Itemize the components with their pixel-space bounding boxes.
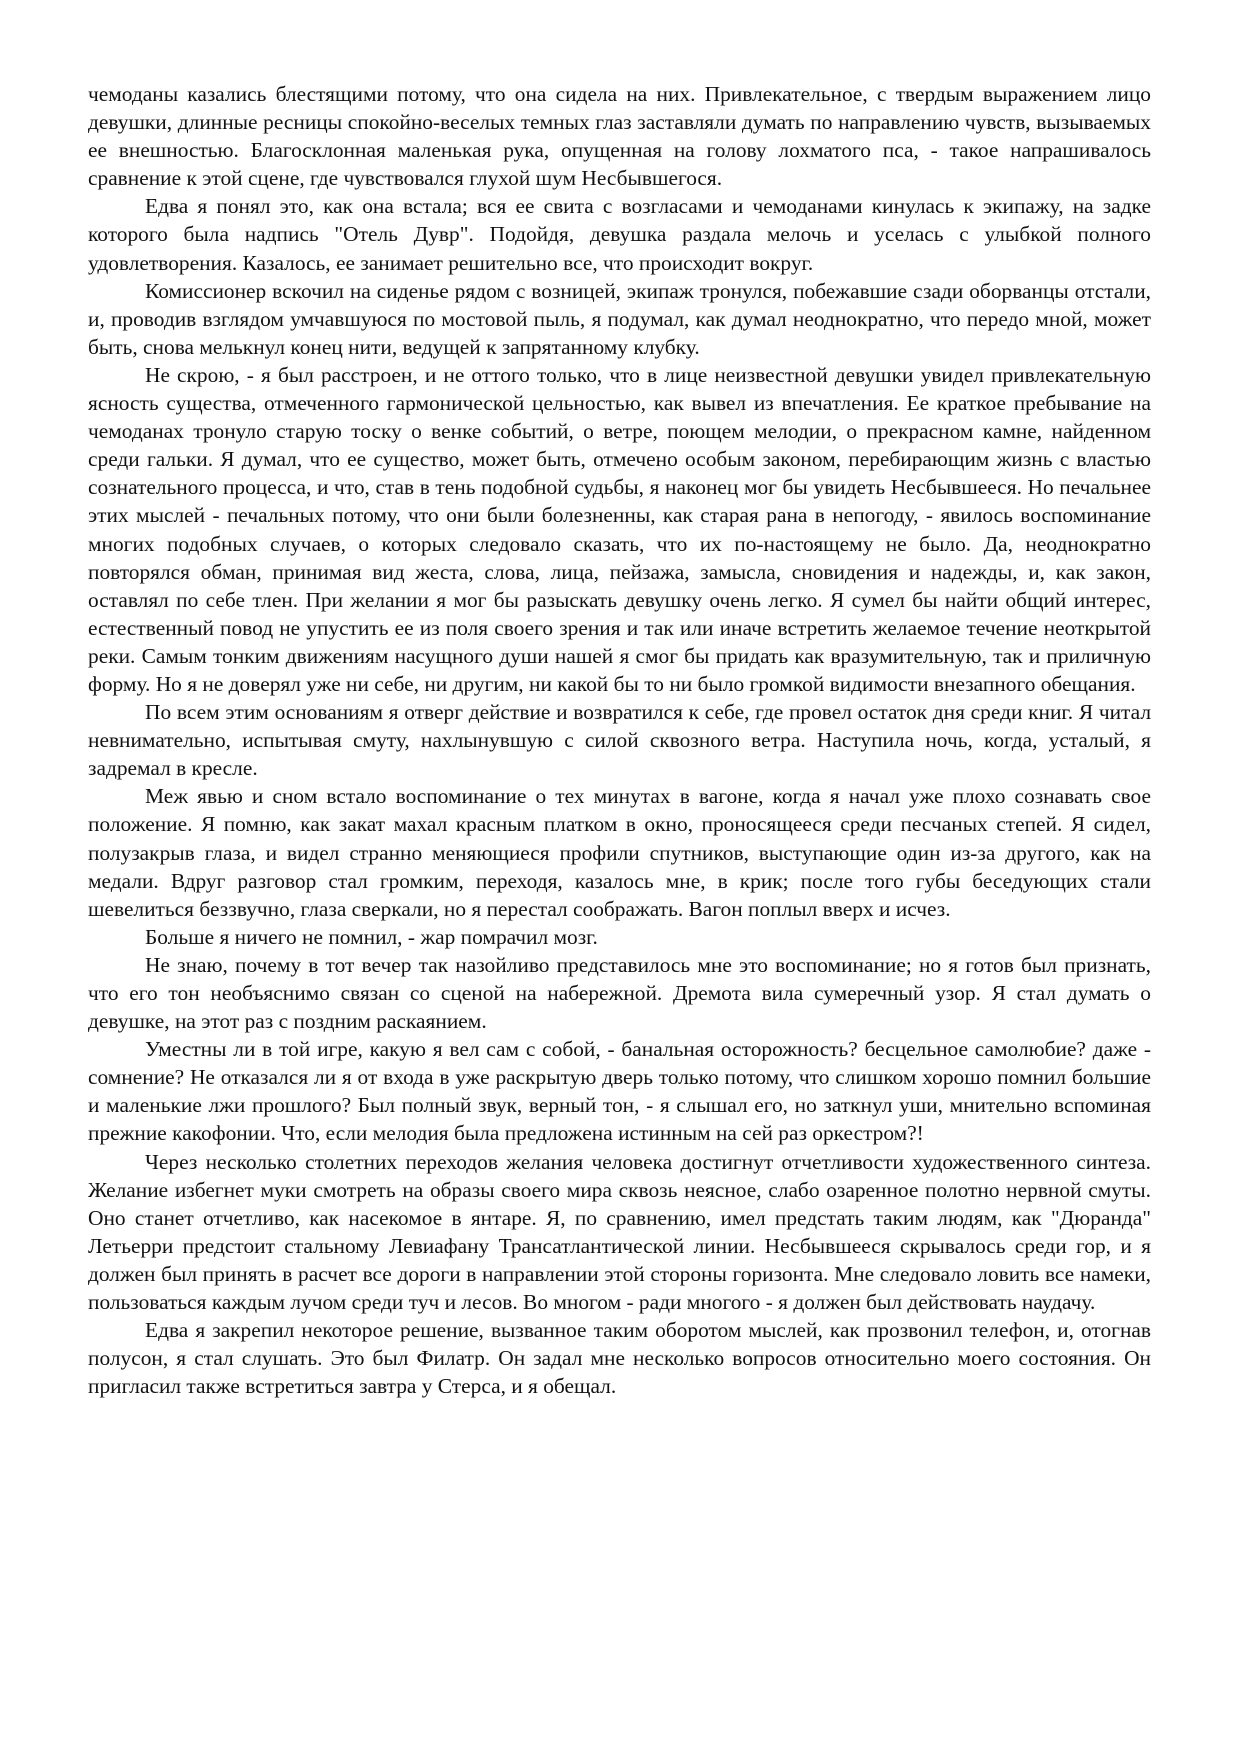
- paragraph: Едва я понял это, как она встала; вся ее свита с возгласами и чемоданами кинулась к экипажу, на задке которого была надпись "Отель Дувр". Подойдя, девушка раздала мелочь и уселась с улыбкой полного удовлетворения. Казалось, ее занимает решительно все, что происходит вокруг.: [88, 194, 1151, 275]
- paragraph: По всем этим основаниям я отверг действие и возвратился к себе, где провел остаток дня среди книг. Я читал невнимательно, испытывая смуту, нахлынувшую с силой сквозного ветра. Наступила ночь, когда, усталый, я задремал в кресле.: [88, 700, 1151, 781]
- paragraph: Не знаю, почему в тот вечер так назойливо представилось мне это воспоминание; но я готов был признать, что его тон необъяснимо связан со сценой на набережной. Дремота вила сумеречный узор. Я стал думать о девушке, на этот раз с поздним раскаянием.: [88, 952, 1151, 1034]
- paragraph: Уместны ли в той игре, какую я вел сам с собой, - банальная осторожность? бесцельное самолюбие? даже - сомнение? Не отказался ли я от входа в уже раскрытую дверь только потому, что слишком хорошо помнил большие и маленькие лжи прошлого? Был полный звук, верный тон, - я слышал его, но заткнул уши, мнительно вспоминая прежние какофонии. Что, если мелодия была предложена истинным на сей раз оркестром?!: [88, 1037, 1151, 1146]
- paragraph: Больше я ничего не помнил, - жар помрачил мозг.: [145, 924, 598, 949]
- paragraph: Комиссионер вскочил на сиденье рядом с возницей, экипаж тронулся, побежавшие сзади оборванцы отстали, и, проводив взглядом умчавшуюся по мостовой пыль, я подумал, как думал неоднократно, что передо мной, может быть, снова мелькнул конец нити, ведущей к запрятанному клубку.: [88, 278, 1151, 359]
- paragraph: Через несколько столетних переходов желания человека достигнут отчетливости художественного синтеза. Желание избегнет муки смотреть на образы своего мира сквозь неясное, слабо озаренное полотно нервной смуты. Оно станет отчетливо, как насекомое в янтаре. Я, по сравнению, имел предстать таким людям, как "Дюранда" Летьерри предстоит стальному Левиафану Трансатлантической линии. Несбывшееся скрывалось среди гор, и я должен был принять в расчет все дороги в направлении этой стороны горизонта. Мне следовало ловить все намеки, пользоваться каждым лучом среди туч и лесов. Во многом - ради многого - я должен был действовать наудачу.: [88, 1149, 1151, 1315]
- paragraph: Едва я закрепил некоторое решение, вызванное таким оборотом мыслей, как прозвонил телефон, и, отогнав полусон, я стал слушать. Это был Филатр. Он задал мне несколько вопросов относительно моего состояния. Он пригласил также встретиться завтра у Стерса, и я обещал.: [88, 1318, 1151, 1399]
- paragraph: Не скрою, - я был расстроен, и не оттого только, что в лице неизвестной девушки увидел привлекательную ясность существа, отмеченного гармонической цельностью, как вывел из впечатления. Ее краткое пребывание на чемоданах тронуло старую тоску о венке событий, о ветре, поющем мелодии, о прекрасном камне, найденном среди гальки. Я думал, что ее существо, может быть, отмечено особым законом, перебирающим жизнь с властью сознательного процесса, и что, став в тень подобной судьбы, я наконец мог бы увидеть Несбывшееся. Но печальнее этих мыслей - печальных потому, что они были болезненны, как старая рана в непогоду, - явилось воспоминание многих подобных случаев, о которых следовало сказать, что их по-настоящему не было. Да, неоднократно повторялся обман, принимая вид жеста, слова, лица, пейзажа, замысла, сновидения и надежды, и, как закон, оставлял по себе тлен. При желании я мог бы разыскать девушку очень легко. Я сумел бы найти общий интерес, естественный повод не упустить ее из поля своего зрения и так или иначе встретить желаемое течение неоткрытой реки. Самым тонким движениям насущного души нашей я смог бы придать как вразумительную, так и приличную форму. Но я не доверял уже ни себе, ни другим, ни какой бы то ни было громкой видимости внезапного обещания.: [88, 362, 1151, 696]
- paragraph-continuation: чемоданы казались блестящими потому, что она сидела на них. Привлекательное, с твердым выражением лицо девушки, длинные ресницы спокойно-веселых темных глаз заставляли думать по направлению чувств, вызываемых ее внешностью. Благосклонная маленькая рука, опущенная на голову лохматого пса, - такое напрашивалось сравнение к этой сцене, где чувствовался глухой шум Несбывшегося.: [88, 82, 1151, 191]
- document-page: [88, 80, 1151, 1400]
- paragraph: Меж явью и сном встало воспоминание о тех минутах в вагоне, когда я начал уже плохо сознавать свое положение. Я помню, как закат махал красным платком в окно, проносящееся среди песчаных степей. Я сидел, полузакрыв глаза, и видел странно меняющиеся профили спутников, выступающие один из-за другого, как на медали. Вдруг разговор стал громким, переходя, казалось мне, в крик; после того губы беседующих стали шевелиться беззвучно, глаза сверкали, но я перестал соображать. Вагон поплыл вверх и исчез.: [88, 784, 1151, 921]
